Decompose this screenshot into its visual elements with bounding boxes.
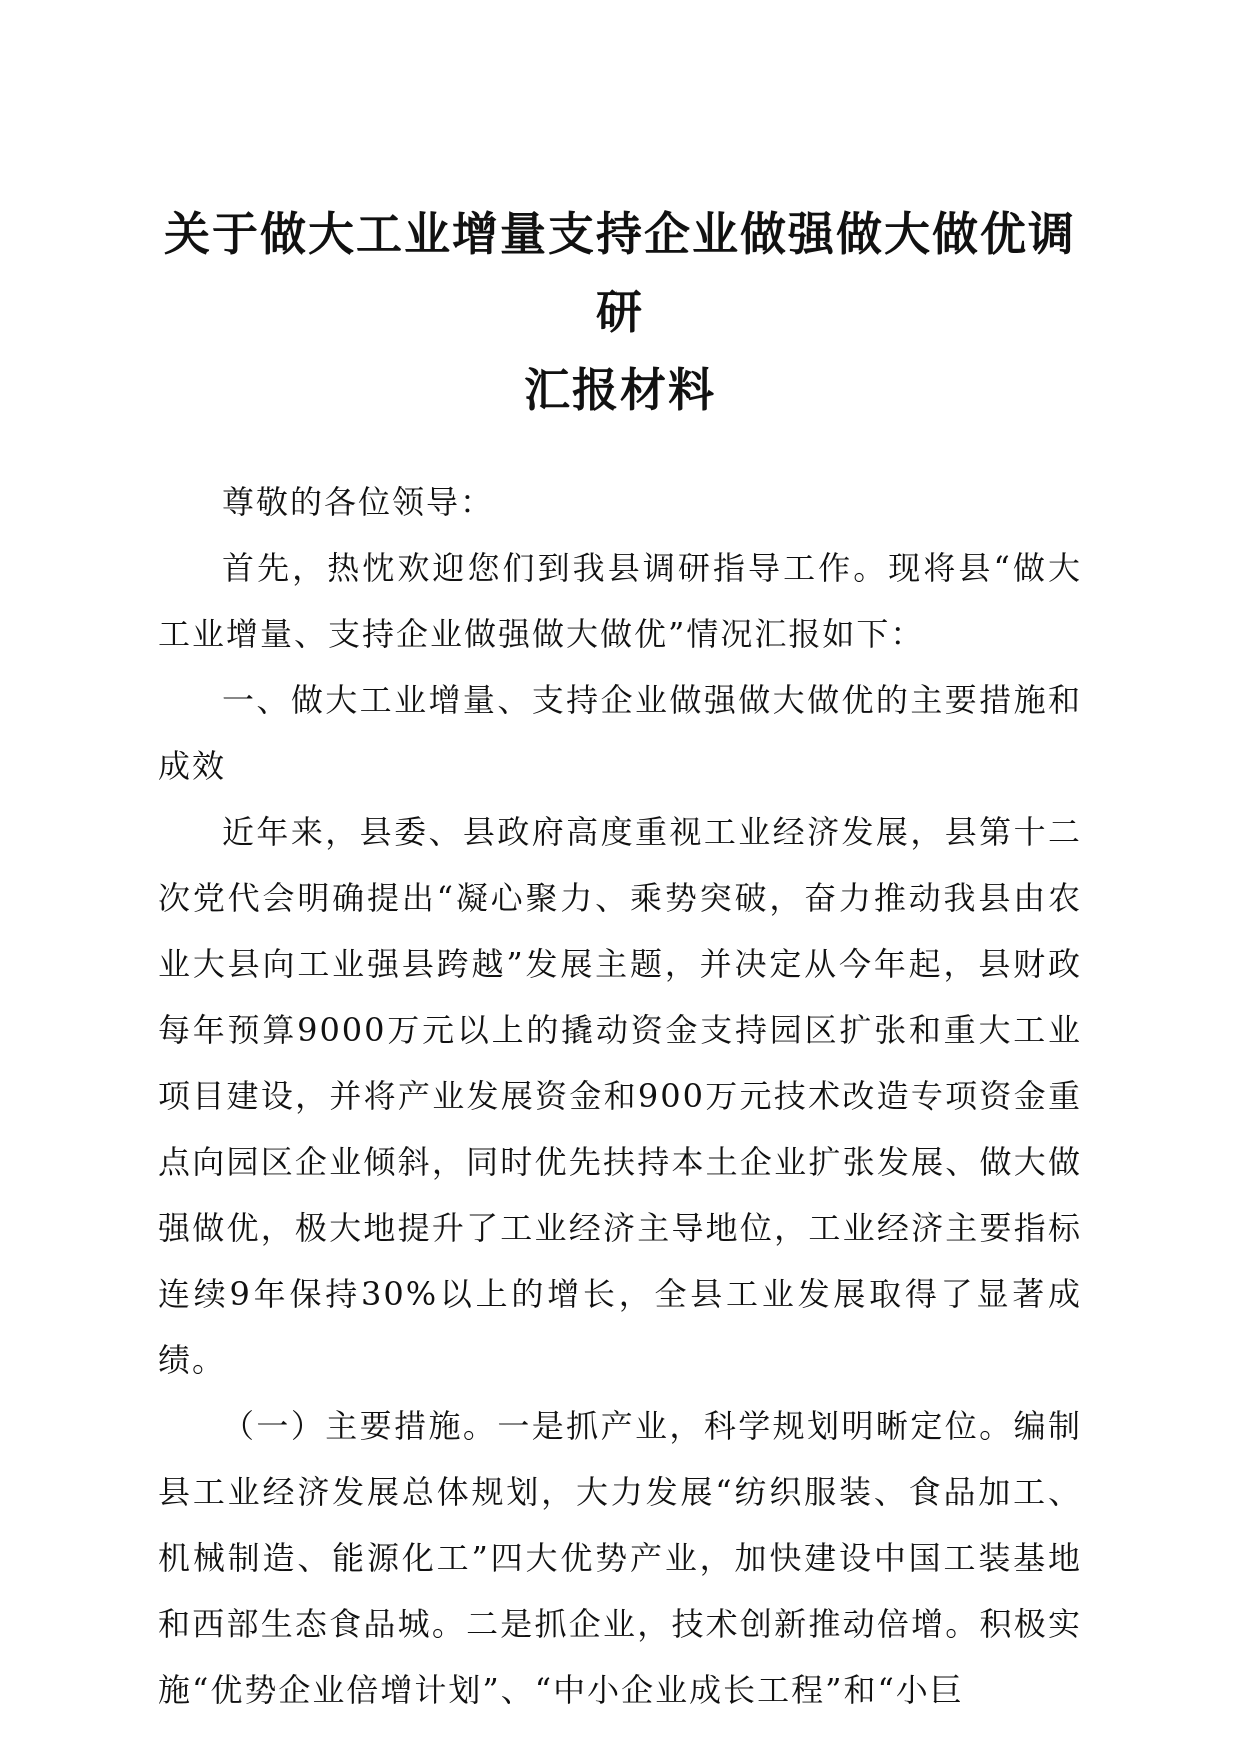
document-body	[158, 469, 1082, 1723]
salutation: 尊敬的各位领导：	[222, 483, 495, 521]
document-page	[158, 195, 1082, 1723]
title-line-2: 汇报材料	[524, 363, 716, 417]
section-heading: 一、做大工业增量、支持企业做强做大做优的主要措施和成效	[158, 681, 1082, 785]
body-paragraph: 近年来，县委、县政府高度重视工业经济发展，县第十二次党代会明确提出“凝心聚力、乘势突破，奋力推动我县由农业大县向工业强县跨越”发展主题，并决定从今年起，县财政每年预算9000万元以上的撬动资金支持园区扩张和重大工业项目建设，并将产业发展资金和900万元技术改造专项资金重点向园区企业倾斜，同时优先扶持本土企业扩张发展、做大做强做优，极大地提升了工业经济主导地位，工业经济主要指标连续9年保持30%以上的增长，全县工业发展取得了显著成绩。	[158, 813, 1082, 1379]
measures-paragraph: （一）主要措施。一是抓产业，科学规划明晰定位。编制县工业经济发展总体规划，大力发展“纺织服装、食品加工、机械制造、能源化工”四大优势产业，加快建设中国工装基地和西部生态食品城。二是抓企业，技术创新推动倍增。积极实施“优势企业倍增计划”、“中小企业成长工程”和“小巨	[158, 1407, 1082, 1709]
title-line-1: 关于做大工业增量支持企业做强做大做优调研	[164, 207, 1076, 339]
document-title	[158, 195, 1082, 429]
intro-paragraph: 首先，热忱欢迎您们到我县调研指导工作。现将县“做大工业增量、支持企业做强做大做优”情况汇报如下：	[158, 549, 1082, 653]
